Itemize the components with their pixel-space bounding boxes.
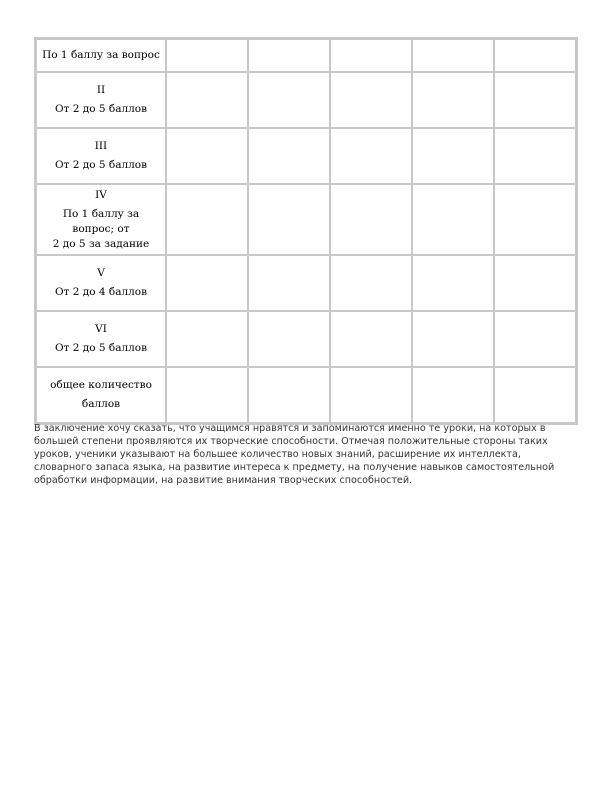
criteria-cell bbox=[36, 39, 166, 72]
score-cell bbox=[494, 39, 576, 72]
criteria-text: баллов bbox=[81, 398, 121, 410]
section-numeral: VI bbox=[95, 323, 107, 335]
score-cell bbox=[412, 255, 494, 311]
criteria-text: общее количество bbox=[50, 379, 152, 391]
score-cell bbox=[494, 367, 576, 423]
conclusion-paragraph: В заключение хочу сказать, что учащимся нравятся и запоминаются именно те уроки, на которых в большей степени проявляются их творческие способности. Отмечая положительные стороны таких уроков, ученики указывают на большее количество новых знаний, расширение их интеллекта, словарного запаса языка, на развитие интереса к предмету, на получение навыков самостоятельной обработки информации, на развитие внимания творческих способностей. bbox=[34, 423, 555, 486]
score-cell bbox=[166, 311, 248, 367]
criteria-cell bbox=[36, 184, 166, 255]
score-cell bbox=[248, 311, 330, 367]
criteria-cell bbox=[36, 72, 166, 128]
score-cell bbox=[248, 184, 330, 255]
score-cell bbox=[248, 367, 330, 423]
score-cell bbox=[330, 128, 412, 184]
score-cell bbox=[494, 128, 576, 184]
criteria-cell bbox=[36, 128, 166, 184]
criteria-text: От 2 до 5 баллов bbox=[54, 103, 148, 115]
score-cell bbox=[166, 367, 248, 423]
score-cell bbox=[248, 255, 330, 311]
table-row bbox=[36, 39, 576, 72]
score-cell bbox=[412, 128, 494, 184]
score-cell bbox=[494, 311, 576, 367]
section-numeral: III bbox=[94, 140, 108, 152]
score-cell bbox=[248, 128, 330, 184]
score-table bbox=[34, 37, 578, 425]
score-cell bbox=[494, 72, 576, 128]
table-row bbox=[36, 184, 576, 255]
score-cell bbox=[248, 39, 330, 72]
score-cell bbox=[166, 39, 248, 72]
score-cell bbox=[412, 184, 494, 255]
criteria-text: По 1 баллу за вопрос bbox=[42, 49, 160, 61]
score-cell bbox=[412, 367, 494, 423]
table-row bbox=[36, 255, 576, 311]
table-row bbox=[36, 311, 576, 367]
score-cell bbox=[412, 72, 494, 128]
section-numeral: IV bbox=[95, 188, 107, 201]
table-row bbox=[36, 367, 576, 423]
criteria-text: От 2 до 4 баллов bbox=[54, 286, 148, 298]
criteria-cell bbox=[36, 255, 166, 311]
score-cell bbox=[248, 72, 330, 128]
section-numeral: V bbox=[97, 267, 105, 279]
criteria-text: От 2 до 5 баллов bbox=[54, 159, 148, 171]
score-cell bbox=[494, 255, 576, 311]
score-cell bbox=[330, 367, 412, 423]
score-cell bbox=[412, 39, 494, 72]
criteria-cell bbox=[36, 367, 166, 423]
criteria-text: 2 до 5 за задание bbox=[52, 237, 150, 250]
table-row bbox=[36, 72, 576, 128]
score-cell bbox=[166, 128, 248, 184]
section-numeral: II bbox=[96, 84, 106, 96]
score-cell bbox=[166, 72, 248, 128]
criteria-cell bbox=[36, 311, 166, 367]
score-cell bbox=[330, 184, 412, 255]
score-cell bbox=[166, 184, 248, 255]
score-cell bbox=[412, 311, 494, 367]
score-cell bbox=[494, 184, 576, 255]
score-cell bbox=[330, 72, 412, 128]
score-cell bbox=[330, 255, 412, 311]
criteria-text: От 2 до 5 баллов bbox=[54, 342, 148, 354]
score-cell bbox=[330, 39, 412, 72]
score-cell bbox=[330, 311, 412, 367]
table-row bbox=[36, 128, 576, 184]
score-cell bbox=[166, 255, 248, 311]
criteria-text: По 1 баллу за вопрос; от bbox=[62, 207, 140, 235]
